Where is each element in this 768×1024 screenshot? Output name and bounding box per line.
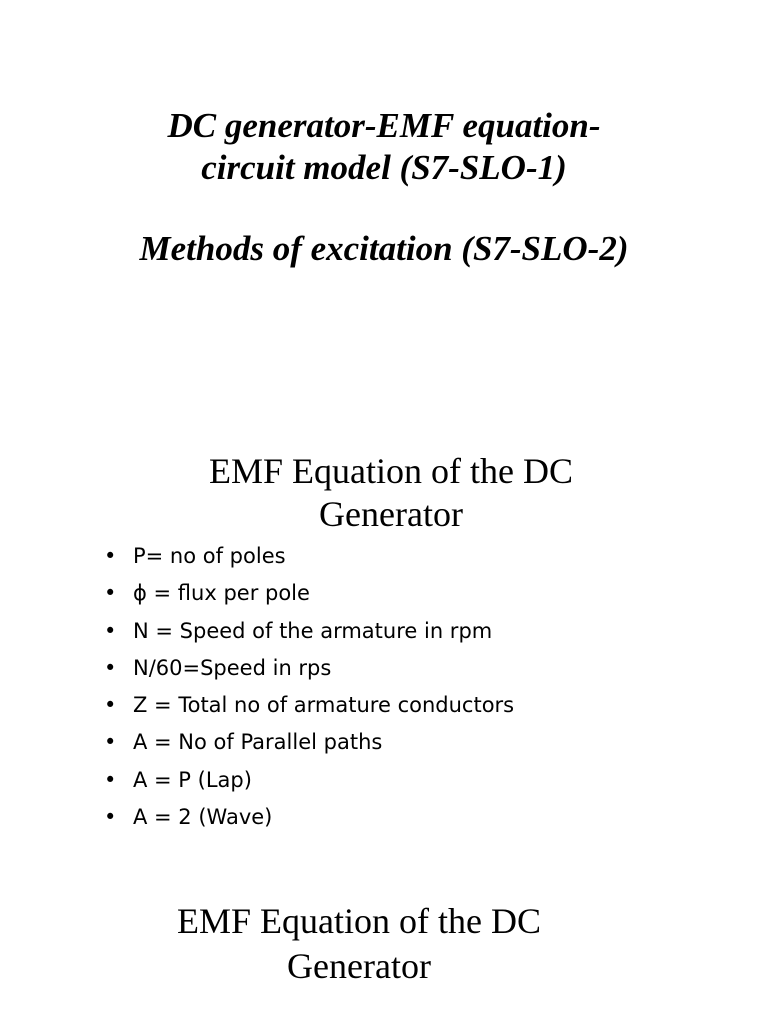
list-item	[104, 650, 514, 687]
list-item	[104, 799, 514, 836]
definitions-list	[104, 538, 514, 836]
bullet-dot-icon: •	[104, 805, 117, 830]
bullet-text: N = Speed of the armature in rpm	[133, 618, 493, 643]
slide-heading-line-1: EMF Equation of the DC	[177, 901, 541, 941]
list-item	[104, 575, 514, 612]
bullet-dot-icon: •	[104, 655, 117, 680]
bullet-dot-icon: •	[104, 618, 117, 643]
bullet-text: Z = Total no of armature conductors	[133, 693, 515, 718]
emf-equation-slide-continued	[0, 895, 768, 1024]
list-item	[104, 613, 514, 650]
slide-heading-line-2: Generator	[287, 946, 431, 986]
bullet-text: N/60=Speed in rps	[133, 655, 332, 680]
bullet-text: A = No of Parallel paths	[133, 730, 383, 755]
slide-heading-line-2: Generator	[319, 494, 463, 534]
bullet-dot-icon: •	[104, 581, 117, 606]
title-slide	[0, 0, 768, 400]
slide-title-line-1: DC generator-EMF equation-	[167, 106, 601, 145]
list-item	[104, 538, 514, 575]
list-item	[104, 724, 514, 761]
slide-title-line-2: circuit model (S7-SLO-1)	[201, 148, 567, 187]
list-item	[104, 687, 514, 724]
bullet-text: ϕ = flux per pole	[133, 581, 310, 606]
bullet-dot-icon: •	[104, 767, 117, 792]
emf-equation-slide	[0, 430, 768, 870]
bullet-dot-icon: •	[104, 693, 117, 718]
bullet-text: P= no of poles	[133, 544, 286, 568]
bullet-text: A = 2 (Wave)	[133, 805, 273, 830]
bullet-dot-icon: •	[104, 544, 117, 568]
slide-subtitle: Methods of excitation (S7-SLO-2)	[139, 229, 629, 268]
list-item	[104, 762, 514, 799]
bullet-dot-icon: •	[104, 730, 117, 755]
slide-heading-line-1: EMF Equation of the DC	[209, 451, 573, 491]
bullet-text: A = P (Lap)	[133, 767, 252, 792]
